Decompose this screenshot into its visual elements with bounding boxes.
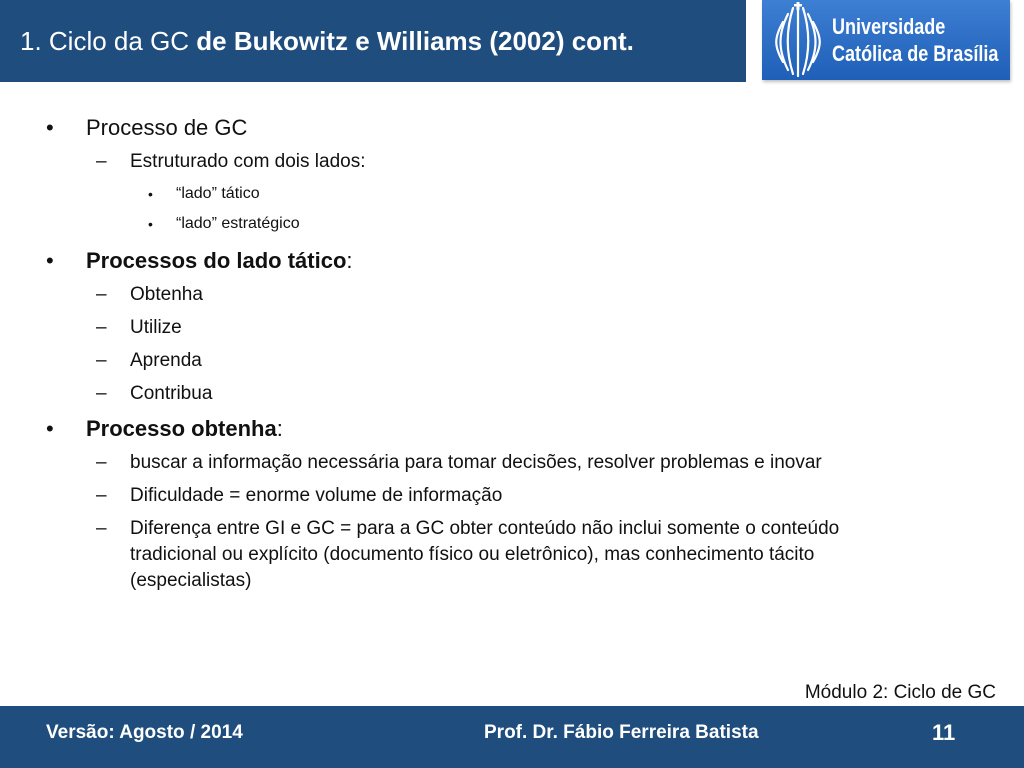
bullet-suffix: : [276, 416, 283, 441]
logo-line-2: Católica de Brasília [832, 41, 999, 66]
sub-bullet-label: Obtenha [130, 284, 203, 305]
bullet-dot: • [46, 115, 54, 140]
bullet-dot: • [46, 416, 54, 441]
footer-version: Versão: Agosto / 2014 [46, 722, 243, 743]
sub-bullet-diferenca [46, 516, 850, 594]
sub-bullet-label: Utilize [130, 317, 182, 338]
bullet-processo-de-gc [46, 114, 946, 142]
small-bullet-dot: • [148, 216, 153, 232]
bullet-label: Processo de GC [86, 115, 248, 140]
sub-bullet-label: buscar a informação necessária para tomar decisões, resolver problemas e inovar [130, 452, 822, 473]
dash-marker: – [96, 350, 107, 371]
bullet-processos-lado-tatico [46, 247, 946, 275]
dash-marker: – [96, 317, 107, 338]
university-emblem-icon [762, 0, 832, 80]
sub-bullet-dificuldade [46, 483, 946, 509]
slide-content [46, 114, 946, 594]
sub-bullet-obtenha [46, 282, 946, 308]
page-number: 11 [932, 720, 956, 745]
bullet-label: Processos do lado tático [86, 248, 347, 273]
bullet-processo-obtenha [46, 415, 946, 443]
sub-bullet-utilize [46, 315, 946, 341]
footer-bar [0, 706, 1024, 768]
bullet-suffix: : [346, 248, 353, 273]
sub-bullet-aprenda [46, 348, 946, 374]
slide-title [20, 26, 634, 57]
dash-marker: – [96, 485, 107, 506]
small-bullet-dot: • [148, 186, 153, 202]
sub-bullet-label: Contribua [130, 383, 213, 404]
sub-sub-bullet-lado-tatico [46, 183, 946, 205]
sub-bullet-label: Dificuldade = enorme volume de informação [130, 485, 503, 506]
dash-marker: – [96, 452, 107, 473]
sub-bullet-label: Aprenda [130, 350, 202, 371]
sub-sub-bullet-label: “lado” estratégico [176, 215, 300, 232]
sub-bullet-contribua [46, 381, 946, 407]
module-caption: Módulo 2: Ciclo de GC [804, 682, 996, 703]
title-bar [0, 0, 746, 82]
sub-bullet-label: Estruturado com dois lados: [130, 151, 366, 172]
dash-marker: – [96, 151, 107, 172]
slide-title-regular: 1. Ciclo da GC [20, 25, 197, 56]
sub-sub-bullet-lado-estrategico [46, 213, 946, 235]
sub-bullet-label: Diferença entre GI e GC = para a GC obter conteúdo não inclui somente o conteúdo tradicional ou explícito (documento físico ou eletrônico), mas conhecimento tácito (especialistas) [130, 518, 840, 591]
sub-bullet-estruturado [46, 149, 946, 175]
university-logo [762, 0, 1010, 80]
logo-text-block [832, 13, 1024, 67]
logo-line-1: Universidade [832, 14, 946, 39]
dash-marker: – [96, 383, 107, 404]
footer-author: Prof. Dr. Fábio Ferreira Batista [484, 722, 759, 743]
sub-sub-bullet-label: “lado” tático [176, 185, 260, 202]
dash-marker: – [96, 284, 107, 305]
slide-title-bold: de Bukowitz e Williams (2002) cont. [196, 25, 634, 56]
bullet-label: Processo obtenha [86, 416, 277, 441]
bullet-dot: • [46, 248, 54, 273]
sub-bullet-buscar [46, 450, 850, 476]
dash-marker: – [96, 518, 107, 539]
